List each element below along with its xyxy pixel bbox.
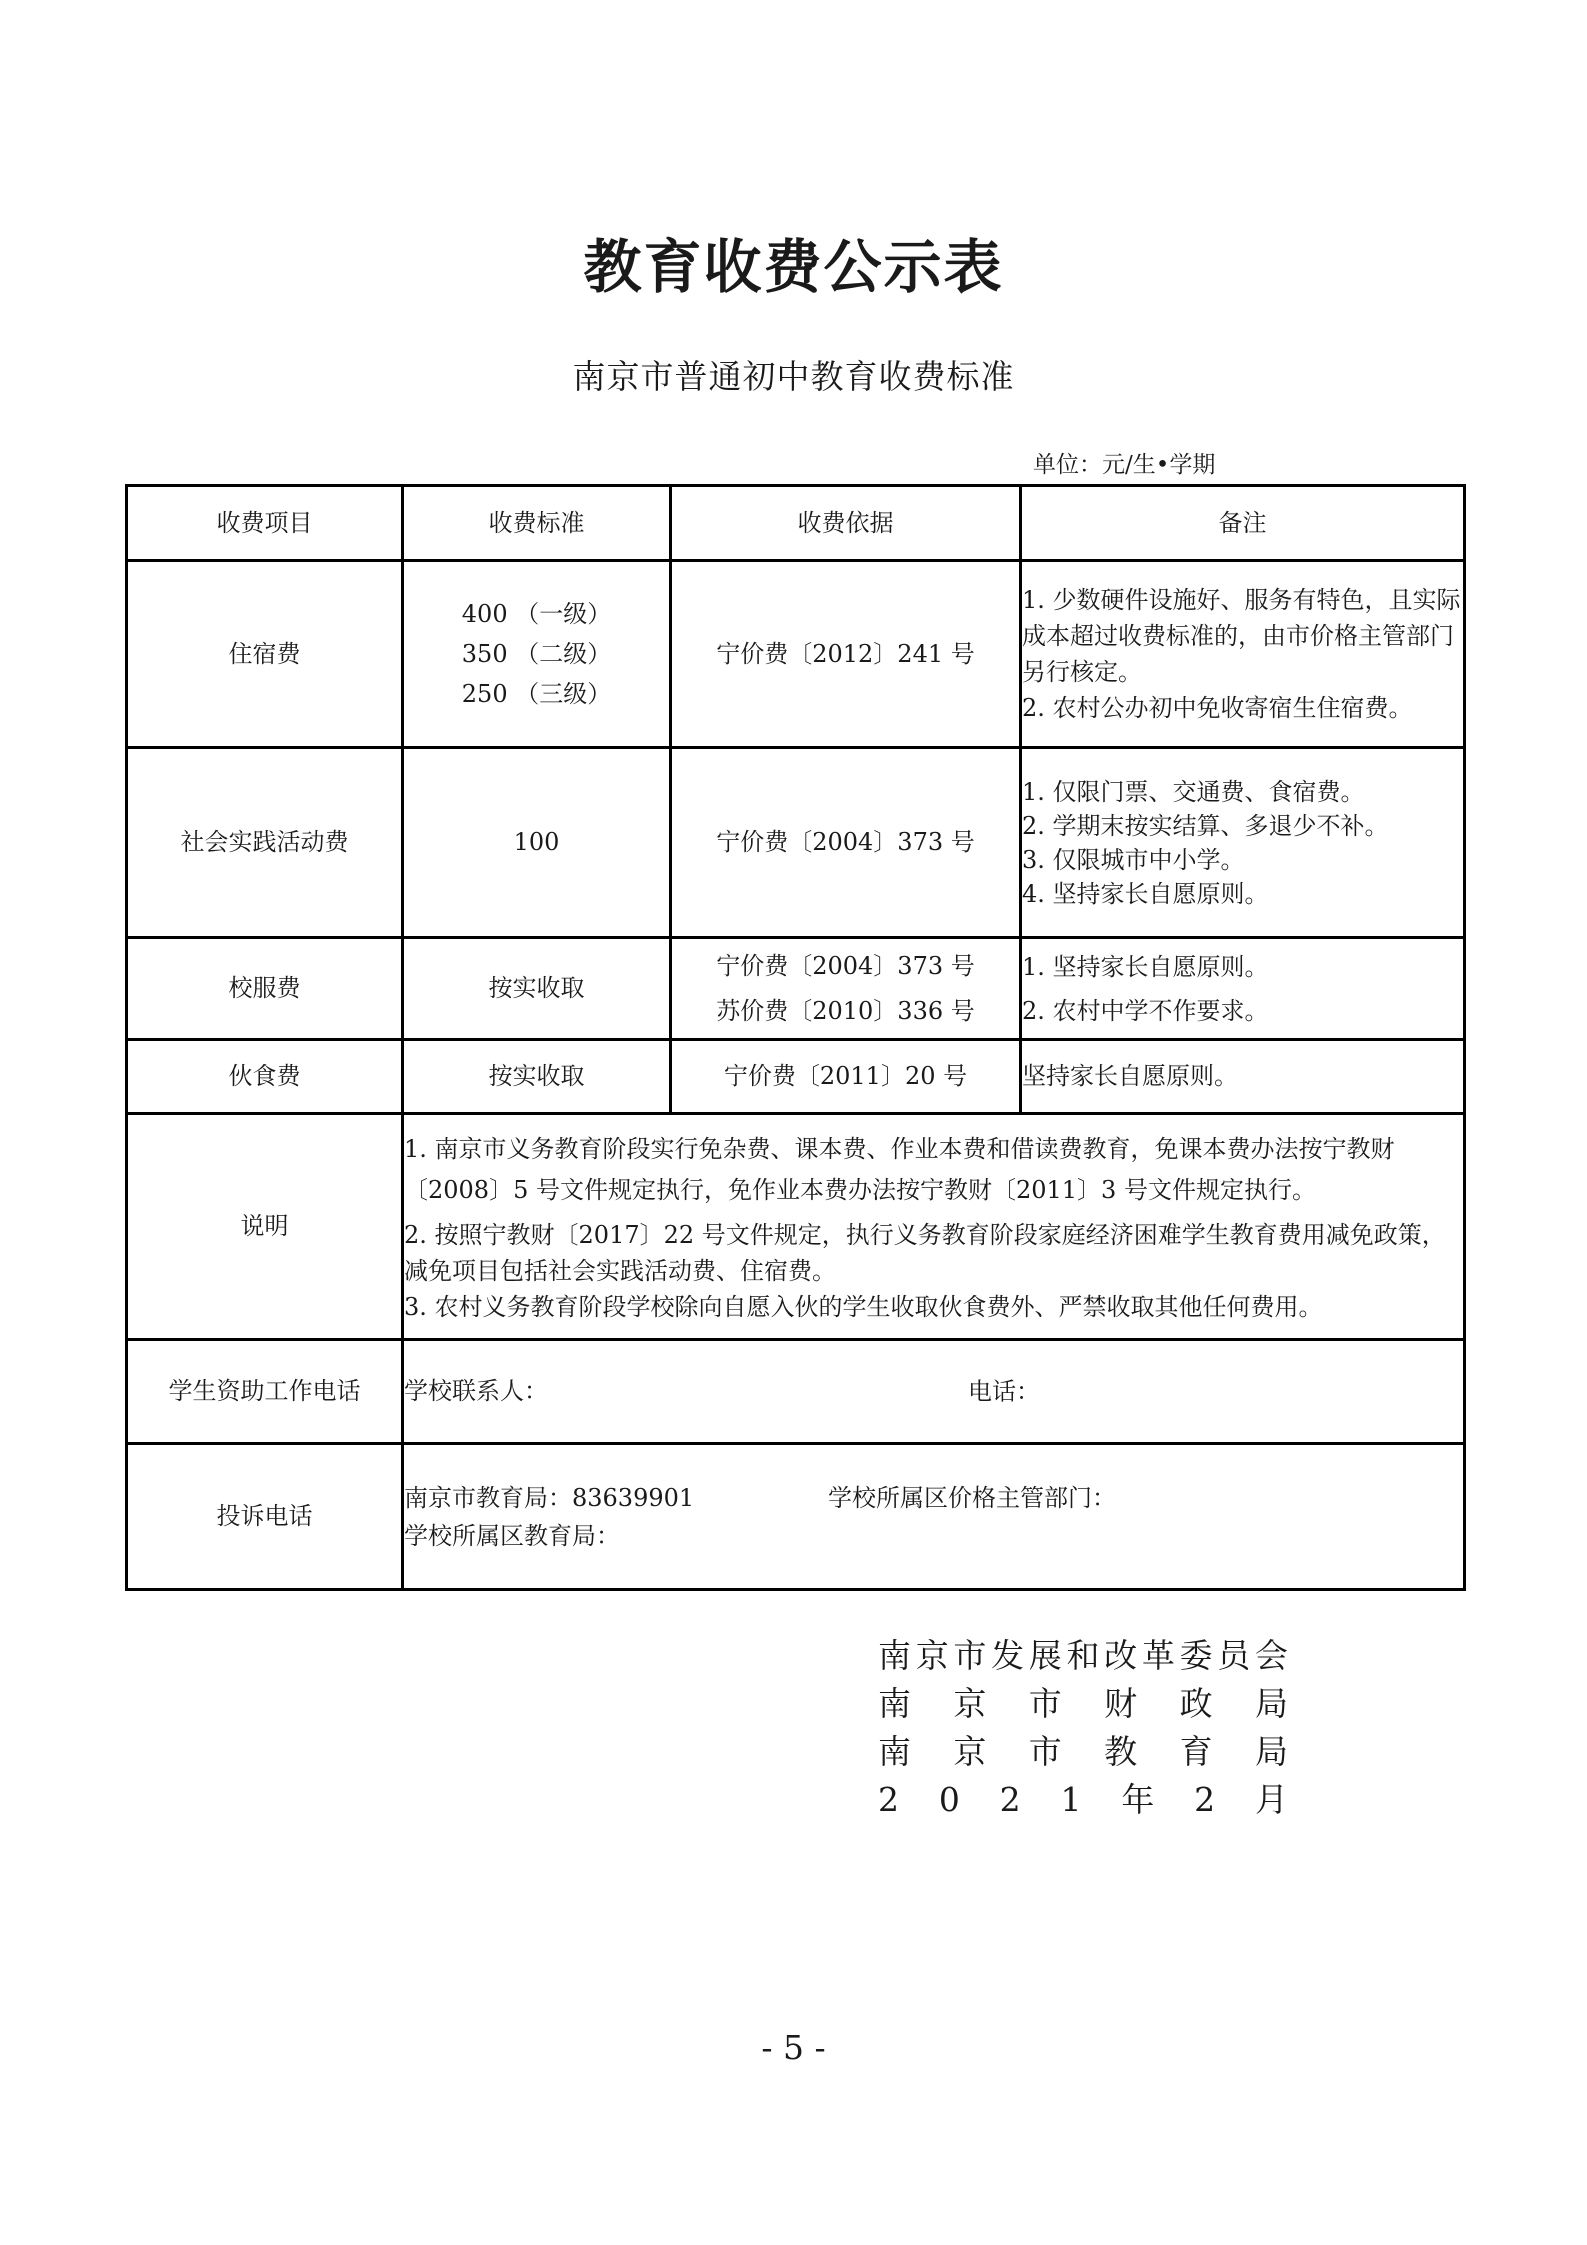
signature-char: 和	[1066, 1636, 1100, 1675]
signature-char: 教	[1104, 1732, 1138, 1771]
signature-char: 年	[1121, 1780, 1155, 1819]
signature-char: 市	[953, 1636, 987, 1675]
signature-char: 京	[915, 1636, 949, 1675]
signature-char: 京	[953, 1732, 987, 1771]
row-notes	[1021, 748, 1465, 938]
signature-char: 2	[878, 1780, 899, 1819]
signature-char: 局	[1254, 1684, 1288, 1723]
note-line: 4. 坚持家长自愿原则。	[1022, 879, 1269, 908]
signature-char: 1	[1060, 1780, 1082, 1819]
standard-line: 250 （三级）	[461, 680, 612, 708]
note-line: 1. 坚持家长自愿原则。	[1022, 952, 1269, 981]
row-standard: 按实收取	[403, 1040, 671, 1114]
signature-char: 月	[1254, 1780, 1288, 1819]
signature-char: 展	[1028, 1636, 1062, 1675]
row-item: 伙食费	[127, 1040, 403, 1114]
table-header-row	[127, 486, 1465, 561]
signature-line-finance	[878, 1680, 1288, 1728]
explanation-item: 2. 按照宁教财〔2017〕22 号文件规定，执行义务教育阶段家庭经济困难学生教育费用减免政策，减免项目包括社会实践活动费、住宿费。	[404, 1220, 1446, 1285]
complaint-label: 投诉电话	[127, 1444, 403, 1590]
page-number: - 5 -	[761, 2028, 826, 2067]
header-notes: 备注	[1021, 486, 1465, 561]
signature-char: 南	[878, 1636, 911, 1675]
price-dept-label: 学校所属区价格主管部门：	[828, 1483, 1116, 1512]
row-standard: 100	[403, 748, 671, 938]
signature-char: 育	[1179, 1732, 1213, 1771]
basis-line: 宁价费〔2004〕373 号	[716, 951, 975, 980]
row-notes	[1021, 938, 1465, 1040]
table-row	[127, 1040, 1465, 1114]
signature-char: 2	[999, 1780, 1021, 1819]
document-subtitle: 南京市普通初中教育收费标准	[572, 357, 1015, 396]
table-row	[127, 561, 1465, 748]
document-title: 教育收费公示表	[583, 233, 1004, 301]
signature-char: 发	[991, 1636, 1025, 1675]
standard-line: 400 （一级）	[461, 600, 612, 628]
complaint-row	[127, 1444, 1465, 1590]
signature-char: 会	[1254, 1636, 1288, 1675]
row-basis: 宁价费〔2011〕20 号	[671, 1040, 1021, 1114]
table-row	[127, 748, 1465, 938]
signature-char: 局	[1254, 1732, 1288, 1771]
school-contact-label: 学校联系人：	[404, 1377, 548, 1405]
signature-char: 南	[878, 1732, 911, 1771]
row-item: 住宿费	[127, 561, 403, 748]
signature-char: 2	[1194, 1780, 1216, 1819]
note-line: 1. 仅限门票、交通费、食宿费。	[1022, 777, 1365, 806]
signature-char: 市	[1028, 1732, 1062, 1771]
row-standard	[403, 561, 671, 748]
header-basis: 收费依据	[671, 486, 1021, 561]
phone-label: 电话：	[968, 1377, 1040, 1405]
aid-phone-label: 学生资助工作电话	[127, 1340, 403, 1444]
row-item: 社会实践活动费	[127, 748, 403, 938]
signature-line-ndrc	[878, 1632, 1288, 1680]
signature-char: 京	[953, 1684, 987, 1723]
fee-table	[125, 484, 1466, 1591]
aid-phone-content	[403, 1340, 1465, 1444]
signature-date	[878, 1776, 1288, 1824]
signature-char: 员	[1217, 1636, 1251, 1675]
signature-char: 政	[1179, 1684, 1213, 1723]
explanation-item: 1. 南京市义务教育阶段实行免杂费、课本费、作业本费和借读费教育，免课本费办法按宁教财〔2008〕5 号文件规定执行，免作业本费办法按宁教财〔2011〕3 号文件规定执行。	[404, 1134, 1395, 1204]
explanation-label: 说明	[127, 1114, 403, 1340]
note-line: 2. 学期末按实结算、多退少不补。	[1022, 811, 1389, 840]
explanation-row	[127, 1114, 1465, 1340]
signature-line-education	[878, 1728, 1288, 1776]
header-item: 收费项目	[127, 486, 403, 561]
header-standard: 收费标准	[403, 486, 671, 561]
note-line: 1. 少数硬件设施好、服务有特色，且实际成本超过收费标准的，由市价格主管部门另行核定。	[1022, 586, 1461, 686]
aid-phone-row	[127, 1340, 1465, 1444]
signature-char: 财	[1104, 1684, 1138, 1723]
signature-char: 市	[1028, 1684, 1062, 1723]
signature-char: 改	[1104, 1636, 1138, 1675]
row-basis: 宁价费〔2012〕241 号	[671, 561, 1021, 748]
table-row	[127, 938, 1465, 1040]
signature-char: 革	[1141, 1636, 1175, 1675]
signature-char: 委	[1179, 1636, 1213, 1675]
row-basis: 宁价费〔2004〕373 号	[671, 748, 1021, 938]
row-standard: 按实收取	[403, 938, 671, 1040]
signature-block	[878, 1632, 1288, 1824]
row-notes	[1021, 561, 1465, 748]
row-notes: 坚持家长自愿原则。	[1021, 1040, 1465, 1114]
basis-line: 苏价费〔2010〕336 号	[716, 996, 975, 1025]
note-line: 2. 农村公办初中免收寄宿生住宿费。	[1022, 694, 1413, 722]
row-basis	[671, 938, 1021, 1040]
complaint-content	[403, 1444, 1465, 1590]
note-line: 3. 仅限城市中小学。	[1022, 845, 1245, 874]
signature-char: 南	[878, 1684, 911, 1723]
unit-label: 单位：元/生•学期	[1033, 452, 1216, 478]
standard-line: 350 （二级）	[461, 640, 612, 668]
edu-bureau-phone: 南京市教育局：83639901	[404, 1483, 695, 1512]
explanation-item: 3. 农村义务教育阶段学校除向自愿入伙的学生收取伙食费外、严禁收取其他任何费用。	[404, 1292, 1323, 1321]
row-item: 校服费	[127, 938, 403, 1040]
signature-char: 0	[938, 1780, 960, 1819]
explanation-content	[403, 1114, 1465, 1340]
note-line: 2. 农村中学不作要求。	[1022, 996, 1269, 1025]
district-edu-label: 学校所属区教育局：	[404, 1521, 620, 1550]
